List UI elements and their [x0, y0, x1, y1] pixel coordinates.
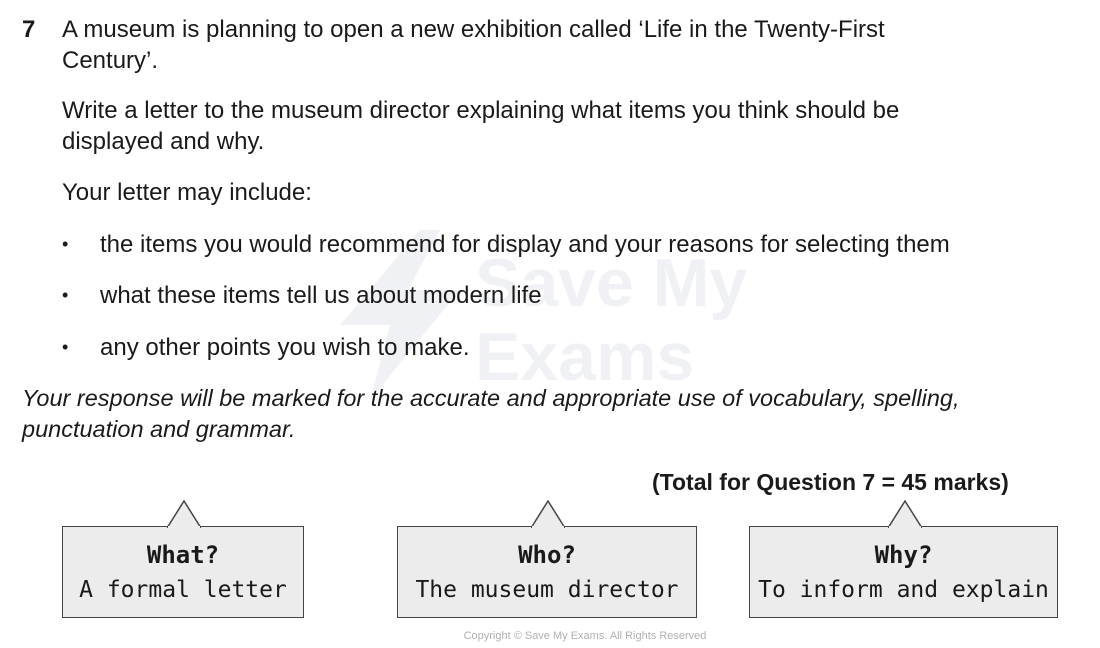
- question-task: Write a letter to the museum director explaining what items you think should be displayed and why.: [62, 97, 900, 155]
- callout-who: [397, 526, 697, 618]
- callout-heading: Who?: [518, 541, 576, 569]
- bullet-text: the items you would recommend for display and your reasons for selecting them: [100, 231, 950, 258]
- callout-what: [62, 526, 304, 618]
- callout-text: A formal letter: [79, 577, 287, 603]
- watermark-line-1: Save My: [475, 245, 748, 321]
- callout-pointer-icon: [167, 500, 201, 528]
- callout-why: [749, 526, 1058, 618]
- watermark-line-2: Exams: [475, 319, 695, 395]
- callout-pointer-icon: [888, 500, 922, 528]
- total-marks: (Total for Question 7 = 45 marks): [652, 469, 1009, 495]
- bullet-icon: •: [62, 234, 69, 254]
- callout-heading: What?: [146, 541, 220, 569]
- callout-pointer-icon: [531, 500, 565, 528]
- callout-text: The museum director: [415, 577, 679, 603]
- bullet-icon: •: [62, 285, 69, 305]
- bullet-text: what these items tell us about modern life: [100, 282, 542, 309]
- question-number: 7: [22, 16, 36, 43]
- question-stem: A museum is planning to open a new exhibition called ‘Life in the Twenty-First Century’.: [62, 16, 885, 74]
- callout-heading: Why?: [874, 541, 933, 569]
- bullet-icon: •: [62, 337, 69, 357]
- bullets-intro: Your letter may include:: [62, 179, 312, 206]
- bullet-text: any other points you wish to make.: [100, 334, 470, 361]
- marking-note: Your response will be marked for the accurate and appropriate use of vocabulary, spelling, punctuation and grammar.: [22, 385, 960, 442]
- callout-text: To inform and explain: [758, 577, 1049, 603]
- copyright-footer: Copyright © Save My Exams. All Rights Reserved: [463, 630, 707, 642]
